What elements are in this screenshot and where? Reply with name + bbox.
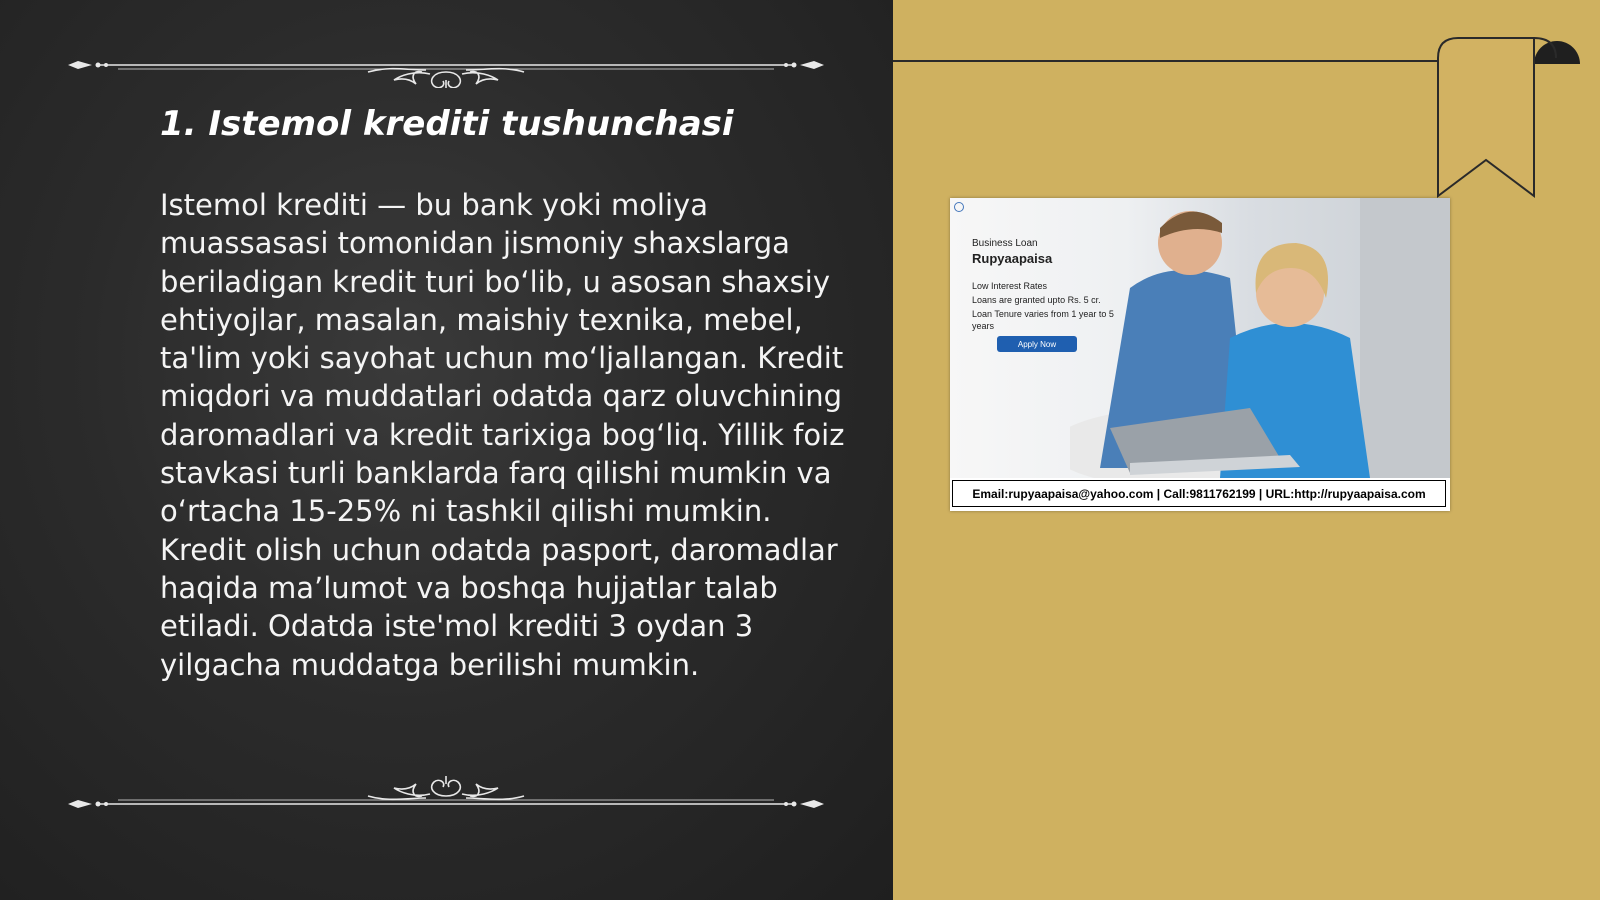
ribbon-bookmark-icon — [1436, 36, 1586, 200]
accent-divider-line — [893, 60, 1438, 62]
top-ornament-divider — [68, 48, 824, 88]
ad-feature-line: Loan Tenure varies from 1 year to 5 years — [972, 309, 1114, 331]
slide-title: 1. Istemol krediti tushunchasi — [160, 104, 734, 144]
apply-now-button[interactable]: Apply Now — [997, 336, 1077, 352]
logo-circle-icon — [954, 202, 964, 212]
ad-feature-line: Low Interest Rates — [972, 281, 1048, 291]
slide-body-text: Istemol krediti — bu bank yoki moliya muassasasi tomonidan jismoniy shaxslarga beriladigan kredit turi bo‘lib, u asosan shaxsiy ehtiyojlar, masalan, maishiy texnika, mebel, ta'lim yoki sayohat uchun mo‘ljallangan. Kredit miqdori va muddatlari odatda qarz oluvchining daromadlari va kredit tarixiga bog‘liq. Yillik foiz stavkasi turli banklarda farq qilishi mumkin va o‘rtacha 15-25% ni tashkil qilishi mumkin. Kredit olish uchun odatda pasport, daromadlar haqida ma’lumot va boshqa hujjatlar talab etiladi. Odatda iste'mol krediti 3 oydan 3 yilgacha muddatga berilishi mumkin. — [160, 188, 845, 682]
ad-text-block — [972, 238, 1122, 334]
ad-contact-footer: Email:rupyaapaisa@yahoo.com | Call:9811762199 | URL:http://rupyaapaisa.com — [952, 480, 1446, 507]
bottom-ornament-divider — [68, 776, 824, 816]
ad-feature-line: Loans are granted upto Rs. 5 cr. — [972, 295, 1101, 305]
ad-subtitle: Business Loan — [972, 238, 1038, 249]
business-loan-ad-image — [950, 198, 1450, 511]
people-laptop-illustration — [1070, 198, 1450, 478]
ad-brand-name: Rupyaapaisa — [972, 251, 1053, 266]
ad-logo — [954, 202, 967, 212]
